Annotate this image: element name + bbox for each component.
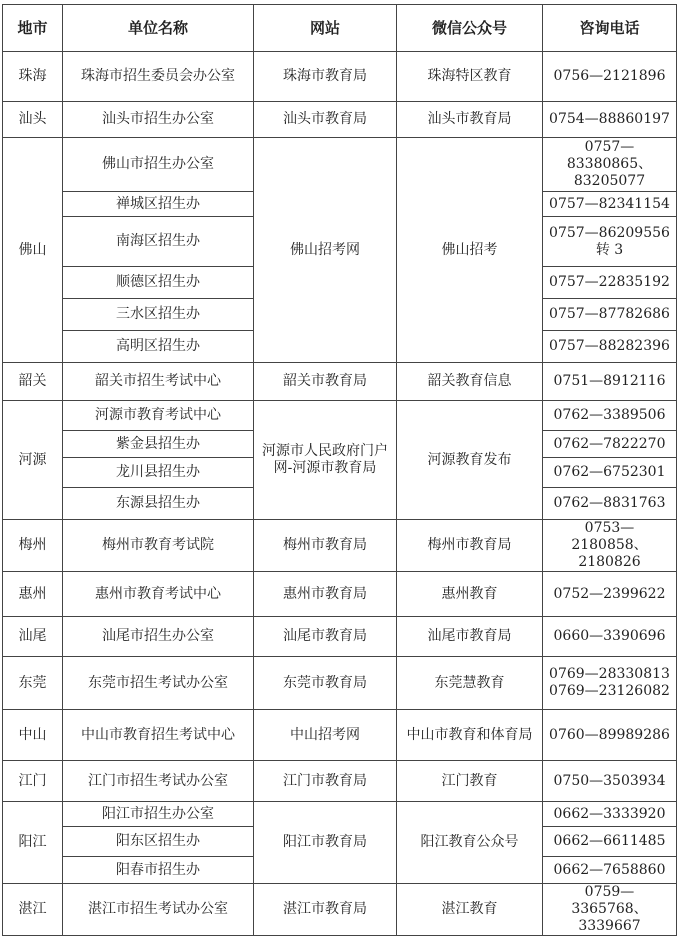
unit-name-cell: 阳江市招生办公室 <box>63 802 254 827</box>
unit-name-cell: 惠州市教育考试中心 <box>63 572 254 617</box>
table-row <box>3 102 677 138</box>
phone-cell: 0757—82341154 <box>543 192 677 217</box>
wechat-cell: 珠海特区教育 <box>397 52 543 102</box>
unit-name-cell: 韶关市招生考试中心 <box>63 363 254 401</box>
unit-name-cell: 汕尾市招生办公室 <box>63 617 254 657</box>
unit-name-cell: 中山市教育招生考试中心 <box>63 710 254 761</box>
phone-cell: 0662—3333920 <box>543 802 677 827</box>
wechat-cell: 中山市教育和体育局 <box>397 710 543 761</box>
table-row <box>3 52 677 102</box>
unit-name-cell: 珠海市招生委员会办公室 <box>63 52 254 102</box>
phone-cell: 0757—88282396 <box>543 331 677 363</box>
table-row <box>3 401 677 431</box>
table-row <box>3 884 677 936</box>
unit-name-cell: 三水区招生办 <box>63 299 254 331</box>
wechat-cell: 韶关教育信息 <box>397 363 543 401</box>
city-cell: 中山 <box>3 710 63 761</box>
website-cell: 梅州市教育局 <box>254 520 397 572</box>
table-row <box>3 520 677 572</box>
website-cell: 阳江市教育局 <box>254 802 397 884</box>
website-cell: 汕头市教育局 <box>254 102 397 138</box>
table-row <box>3 761 677 802</box>
table-row <box>3 363 677 401</box>
header-unit-name: 单位名称 <box>63 5 254 52</box>
table-row <box>3 138 677 192</box>
wechat-cell: 梅州市教育局 <box>397 520 543 572</box>
city-cell: 湛江 <box>3 884 63 936</box>
phone-cell: 0756—2121896 <box>543 52 677 102</box>
city-cell: 韶关 <box>3 363 63 401</box>
website-cell: 珠海市教育局 <box>254 52 397 102</box>
table-row <box>3 802 677 827</box>
table-row <box>3 657 677 710</box>
table-body <box>3 52 677 936</box>
city-cell: 汕头 <box>3 102 63 138</box>
website-cell: 惠州市教育局 <box>254 572 397 617</box>
table-row <box>3 710 677 761</box>
website-cell: 佛山招考网 <box>254 138 397 363</box>
phone-cell: 0762—6752301 <box>543 458 677 488</box>
header-wechat: 微信公众号 <box>397 5 543 52</box>
header-website: 网站 <box>254 5 397 52</box>
wechat-cell: 惠州教育 <box>397 572 543 617</box>
city-cell: 东莞 <box>3 657 63 710</box>
phone-cell: 0762—7822270 <box>543 431 677 458</box>
unit-name-cell: 汕头市招生办公室 <box>63 102 254 138</box>
city-cell: 阳江 <box>3 802 63 884</box>
city-cell: 惠州 <box>3 572 63 617</box>
website-cell: 中山招考网 <box>254 710 397 761</box>
phone-cell: 0660—3390696 <box>543 617 677 657</box>
unit-name-cell: 阳春市招生办 <box>63 857 254 884</box>
phone-cell: 0662—7658860 <box>543 857 677 884</box>
wechat-cell: 汕头市教育局 <box>397 102 543 138</box>
phone-cell: 0757—22835192 <box>543 267 677 299</box>
city-cell: 梅州 <box>3 520 63 572</box>
admissions-contact-table <box>2 4 677 936</box>
table-row <box>3 572 677 617</box>
header-row <box>3 5 677 52</box>
website-cell: 江门市教育局 <box>254 761 397 802</box>
phone-cell: 0757—83380865、83205077 <box>543 138 677 192</box>
city-cell: 珠海 <box>3 52 63 102</box>
website-cell: 河源市人民政府门户网-河源市教育局 <box>254 401 397 520</box>
phone-cell: 0759—3365768、3339667 <box>543 884 677 936</box>
website-cell: 湛江市教育局 <box>254 884 397 936</box>
unit-name-cell: 佛山市招生办公室 <box>63 138 254 192</box>
unit-name-cell: 河源市教育考试中心 <box>63 401 254 431</box>
unit-name-cell: 禅城区招生办 <box>63 192 254 217</box>
wechat-cell: 东莞慧教育 <box>397 657 543 710</box>
wechat-cell: 湛江教育 <box>397 884 543 936</box>
unit-name-cell: 南海区招生办 <box>63 217 254 267</box>
table-row <box>3 617 677 657</box>
phone-cell: 0769—28330813 0769—23126082 <box>543 657 677 710</box>
city-cell: 河源 <box>3 401 63 520</box>
unit-name-cell: 东莞市招生考试办公室 <box>63 657 254 710</box>
phone-cell: 0751—8912116 <box>543 363 677 401</box>
phone-cell: 0753—2180858、2180826 <box>543 520 677 572</box>
unit-name-cell: 江门市招生考试办公室 <box>63 761 254 802</box>
wechat-cell: 汕尾市教育局 <box>397 617 543 657</box>
city-cell: 江门 <box>3 761 63 802</box>
wechat-cell: 河源教育发布 <box>397 401 543 520</box>
unit-name-cell: 阳东区招生办 <box>63 827 254 857</box>
phone-cell: 0762—8831763 <box>543 488 677 520</box>
phone-cell: 0752—2399622 <box>543 572 677 617</box>
city-cell: 佛山 <box>3 138 63 363</box>
unit-name-cell: 顺德区招生办 <box>63 267 254 299</box>
website-cell: 汕尾市教育局 <box>254 617 397 657</box>
wechat-cell: 江门教育 <box>397 761 543 802</box>
phone-cell: 0760—89989286 <box>543 710 677 761</box>
phone-cell: 0754—88860197 <box>543 102 677 138</box>
city-cell: 汕尾 <box>3 617 63 657</box>
header-phone: 咨询电话 <box>543 5 677 52</box>
phone-cell: 0750—3503934 <box>543 761 677 802</box>
unit-name-cell: 高明区招生办 <box>63 331 254 363</box>
phone-cell: 0762—3389506 <box>543 401 677 431</box>
website-cell: 东莞市教育局 <box>254 657 397 710</box>
unit-name-cell: 梅州市教育考试院 <box>63 520 254 572</box>
header-city: 地市 <box>3 5 63 52</box>
wechat-cell: 佛山招考 <box>397 138 543 363</box>
phone-cell: 0757—87782686 <box>543 299 677 331</box>
phone-cell: 0757—86209556 转 3 <box>543 217 677 267</box>
unit-name-cell: 湛江市招生考试办公室 <box>63 884 254 936</box>
website-cell: 韶关市教育局 <box>254 363 397 401</box>
unit-name-cell: 东源县招生办 <box>63 488 254 520</box>
phone-cell: 0662—6611485 <box>543 827 677 857</box>
unit-name-cell: 紫金县招生办 <box>63 431 254 458</box>
unit-name-cell: 龙川县招生办 <box>63 458 254 488</box>
wechat-cell: 阳江教育公众号 <box>397 802 543 884</box>
